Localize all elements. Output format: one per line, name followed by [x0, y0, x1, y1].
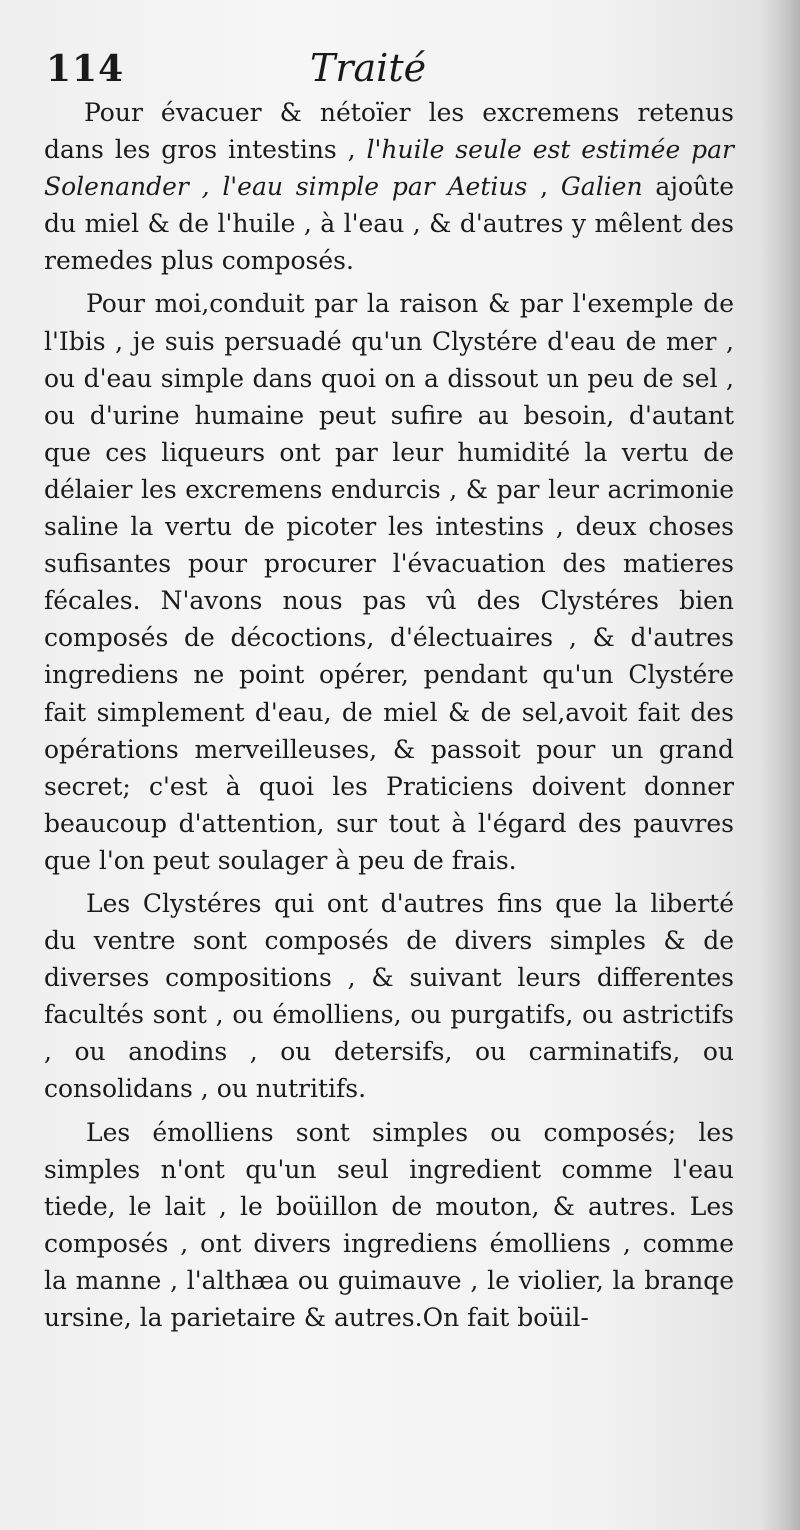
- paragraph-1: [44, 94, 734, 279]
- paragraph-4-text: Les émolliens sont simples ou composés; les simples n'ont qu'un seul ingredient comme l'eau tiede, le lait , le boüillon de mouton, & autres. Les composés , ont divers ingrediens émolliens , comme la manne , l'althæa ou guimauve , le violier, la branqe ursine, la parietaire & autres.On fait boüil-: [44, 1117, 734, 1332]
- paragraph-1-segment: ,: [527, 172, 561, 202]
- paragraph-1-italic-name: Galien: [560, 172, 643, 202]
- page-number: 114: [46, 48, 125, 90]
- paragraph-2: [44, 285, 734, 879]
- paragraph-4: [44, 1114, 734, 1337]
- paragraph-1-segment: Pour évacuer & nétoïer les excremens retenus dans les gros intestins ,: [44, 98, 734, 165]
- paragraph-2-text: Pour moi,conduit par la raison & par l'exemple de l'Ibis , je suis persuadé qu'un Clystére d'eau de mer , ou d'eau simple dans quoi on a dissout un peu de sel , ou d'urine humaine peut sufire au besoin, d'autant que ces liqueurs ont par leur humidité la vertu de délaier les excremens endurcis , & par leur acrimonie saline la vertu de picoter les intestins , deux choses sufisantes pour procurer l'évacuation des matieres fécales. N'avons nous pas vû des Clystéres bien composés de décoctions, d'électuaires , & d'autres ingrediens ne point opérer, pendant qu'un Clystére fait simplement d'eau, de miel & de sel,avoit fait des opérations merveilleuses, & passoit pour un grand secret; c'est à quoi les Praticiens doivent donner beaucoup d'attention, sur tout à l'égard des pauvres que l'on peut soulager à peu de frais.: [44, 289, 734, 875]
- running-title: Traité: [310, 46, 427, 90]
- paragraph-3-text: Les Clystéres qui ont d'autres fins que la liberté du ventre sont composés de divers simples & de diverses compositions , & suivant leurs differentes facultés sont , ou émolliens, ou purgatifs, ou astrictifs , ou anodins , ou detersifs, ou carminatifs, ou consolidans , ou nutritifs.: [44, 888, 734, 1104]
- page-gutter-shadow: [760, 0, 800, 1530]
- paragraph-1-segment: ajoûte du miel & de l'huile , à l'eau , & d'autres y mêlent des remedes plus composés.: [44, 172, 734, 276]
- paragraph-1-italic-citation: l'huile seule est estimée par Solenander , l'eau simple par Aetius: [44, 135, 735, 202]
- page-header: [40, 40, 740, 100]
- body-text: [44, 94, 734, 1342]
- paragraph-3: [44, 885, 734, 1108]
